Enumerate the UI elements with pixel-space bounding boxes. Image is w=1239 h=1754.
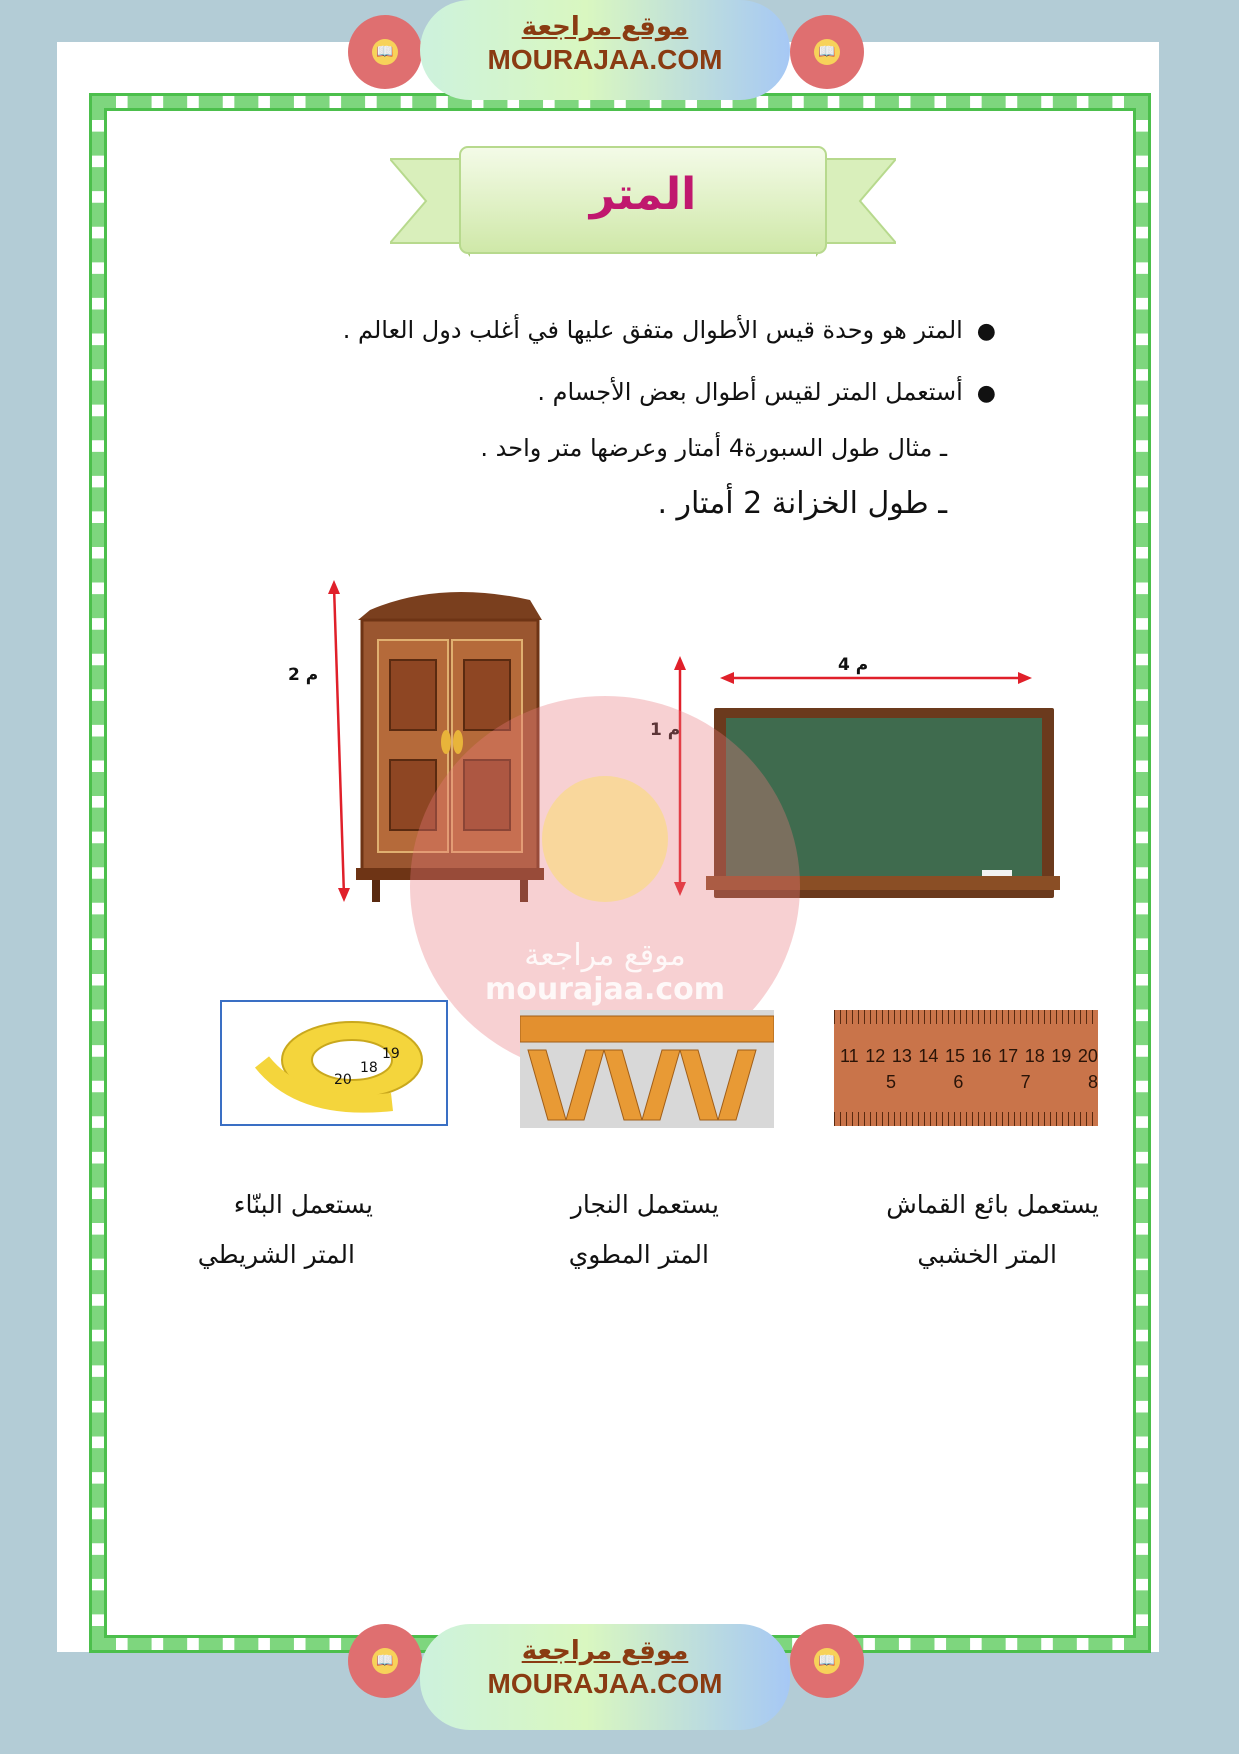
ruler-numbers-top: 11 12 13 14 15 16 17 18 19 20 [840,1046,1098,1066]
ruler-numbers-bottom: 5 6 7 8 [886,1072,1098,1092]
site-logo-left-footer [348,1624,422,1698]
watermark-domain: mourajaa.com [484,972,726,1007]
ruler-ticks-bottom [834,1112,1098,1126]
wooden-ruler-image [834,1010,1098,1126]
header-arabic: موقع مراجعة [521,12,689,42]
wardrobe-height-label: 2 م [288,665,319,685]
footer-banner [420,1624,790,1730]
caption-fabric-seller-user: يستعمل بائع القماش [886,1190,1099,1219]
caption-carpenter-tool: المتر المطوي [568,1240,709,1269]
book-icon: 📖 [814,39,840,65]
folding-rule-image [520,1010,774,1128]
watermark-book-icon [542,776,668,902]
caption-fabric-seller-tool: المتر الخشبي [917,1240,1057,1269]
example-wardrobe-line: ـ طول الخزانة 2 أمتار . [657,486,947,521]
board-height-label: 1 م [650,720,681,740]
caption-carpenter-user: يستعمل النجار [570,1190,719,1219]
board-width-label: 4 م [838,655,869,675]
site-logo-right [790,15,864,89]
page-title: المتر [589,169,697,220]
book-icon: 📖 [814,1648,840,1674]
header-english: MOURAJAA.COM [487,44,723,75]
site-logo-right-footer [790,1624,864,1698]
footer-arabic: موقع مراجعة [521,1636,689,1666]
book-icon: 📖 [372,1648,398,1674]
definition-line: ● المتر هو وحدة قيس الأطوال متفق عليها في أغلب دول العالم . [343,316,996,344]
header-banner [420,0,790,100]
caption-builder-user: يستعمل البنّاء [233,1190,373,1219]
site-logo-left [348,15,422,89]
ruler-ticks-top [834,1010,1098,1024]
usage-line: ● أستعمل المتر لقيس أطوال بعض الأجسام . [537,378,996,406]
svg-text:18: 18 [360,1060,378,1076]
svg-text:20: 20 [334,1072,352,1088]
example-board-line: ـ مثال طول السبورة4 أمتار وعرضها متر واحد . [480,434,947,462]
book-icon: 📖 [372,39,398,65]
svg-text:19: 19 [382,1046,400,1062]
watermark-arabic: موقع مراجعة [524,938,686,973]
caption-builder-tool: المتر الشريطي [197,1240,355,1269]
footer-english: MOURAJAA.COM [487,1668,723,1699]
tape-measure-image [220,1000,448,1126]
